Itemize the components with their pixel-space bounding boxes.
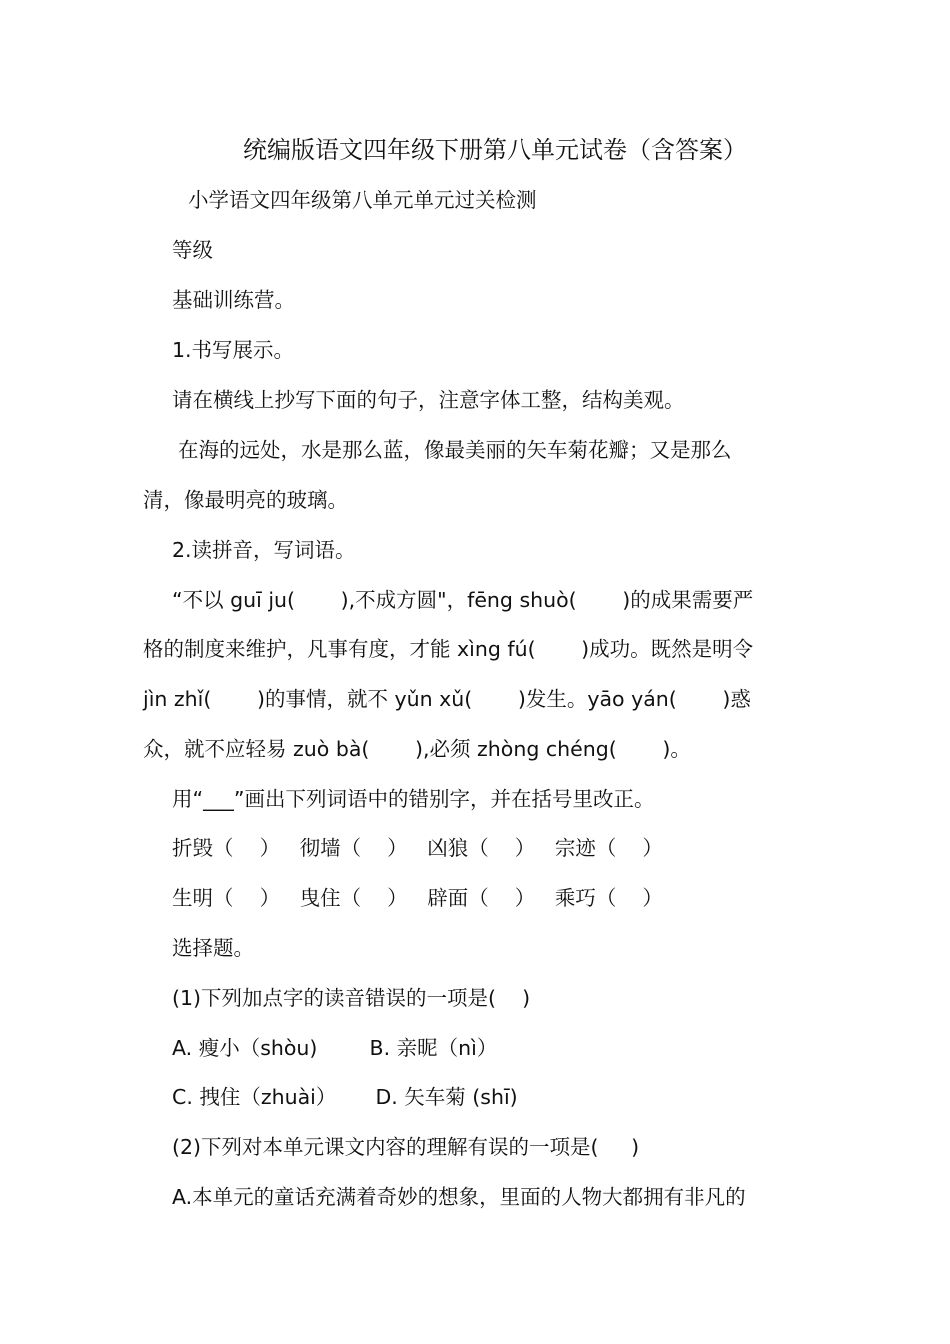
section-heading-basic: 基础训练营。 (172, 288, 295, 312)
question-3-row-2: 生明（ ） 曳住（ ） 辟面（ ） 乘巧（ ） (172, 886, 663, 910)
question-4-2-option-a: A.本单元的童话充满着奇妙的想象，里面的人物大都拥有非凡的 (172, 1185, 746, 1209)
question-3-row-1: 折毁（ ） 彻墙（ ） 凶狼（ ） 宗迹（ ） (172, 836, 663, 860)
grade-label: 等级 (172, 238, 213, 262)
question-4-1-text: (1)下列加点字的读音错误的一项是( ) (172, 986, 531, 1010)
document-title: 统编版语文四年级下册第八单元试卷（含答案） (243, 136, 747, 164)
question-2-heading: 2.读拼音，写词语。 (172, 538, 356, 562)
question-1-sentence-line-2: 清，像最明亮的玻璃。 (143, 488, 348, 512)
question-2-text-line-1: “不以 guī ju( ),不成方圆"，fēng shuò( )的成果需要严 (172, 588, 754, 612)
question-2-text-line-2: 格的制度来维护，凡事有度，才能 xìng fú( )成功。既然是明令 (143, 637, 754, 661)
question-4-2-text: (2)下列对本单元课文内容的理解有误的一项是( ) (172, 1135, 640, 1159)
question-2-text-line-4: 众，就不应轻易 zuò bà( ),必须 zhòng chéng( )。 (143, 737, 691, 761)
question-4-heading: 选择题。 (172, 936, 254, 960)
question-4-1-options-ab: A. 瘦小（shòu) B. 亲昵（nì） (172, 1036, 498, 1060)
question-1-heading: 1.书写展示。 (172, 338, 295, 362)
question-1-sentence-line-1: 在海的远处，水是那么蓝，像最美丽的矢车菊花瓣；又是那么 (178, 438, 732, 462)
question-4-1-options-cd: C. 拽住（zhuài） D. 矢车菊 (shī) (172, 1085, 518, 1109)
question-2-text-line-3: jìn zhǐ( )的事情，就不 yǔn xǔ( )发生。yāo yán( )惑 (143, 687, 751, 711)
question-1-instruction: 请在横线上抄写下面的句子，注意字体工整，结构美观。 (172, 388, 685, 412)
document-subtitle: 小学语文四年级第八单元单元过关检测 (188, 188, 537, 212)
question-3-instruction: 用“___”画出下列词语中的错别字，并在括号里改正。 (172, 787, 655, 811)
